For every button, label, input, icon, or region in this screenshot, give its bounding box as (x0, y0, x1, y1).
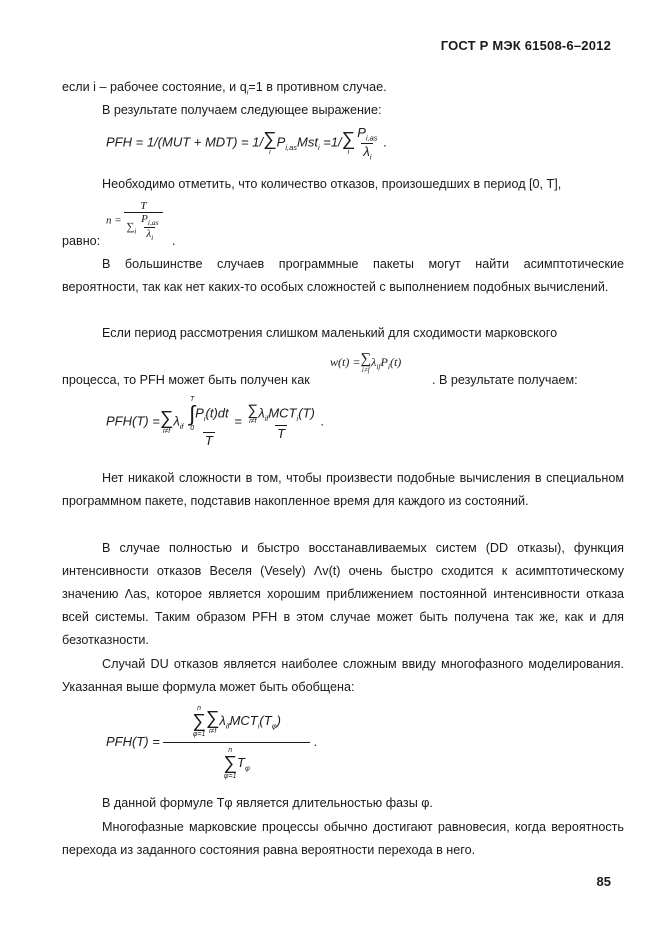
paragraph-10 (62, 816, 624, 862)
f2-lhs: n = (106, 214, 122, 227)
f1-frac-num-sub: i,as (365, 133, 378, 143)
f2-sum-sub: i (134, 226, 137, 236)
paragraph-2 (62, 99, 624, 122)
paragraph-8-text: Случай DU отказов является наиболее сложным ввиду многофазного моделирования. Указанная выше формула может быть обобщена: (62, 657, 624, 694)
formula-pfh-multiphase: PFH(T) = n ∑ φ=1 ∑ i≠f $\lambda_{if}MCT_i(T_\varphi)$ n ∑ φ=1 $T_\varphi$ . (106, 705, 318, 780)
f4-lambda-sub: if (179, 422, 184, 432)
f5-fraction (163, 705, 309, 780)
f3-sum: ∑ (360, 351, 372, 367)
f4-lambda2-sub: if (264, 414, 269, 424)
f5-sum-den: ∑ (223, 753, 237, 774)
f5-mct-sub: i (257, 721, 260, 731)
f4-sum-sub: i≠f (162, 428, 171, 435)
f1-p-sub: i,as (285, 143, 297, 153)
f3-t: (t) (389, 354, 402, 369)
paragraph-7-text: В случае полностью и быстро восстанавливаемых систем (DD отказы), функция интенсивности отказов Веселя (Vesely) Λv(t) очень быстро сходится к асимптотическому значению Λas, которое является хорошим приближением постоянной интенсивности отказа всей системы. Таким образом PFH в этом случае может быть получена так же, как и для безотказности. (62, 541, 624, 647)
paragraph-5a-text: Если период рассмотрения слишком маленький для сходимости марковского (102, 326, 558, 340)
f4-integral: ∫ (189, 401, 196, 426)
f1-fraction (355, 125, 379, 161)
f2-num: T (140, 200, 147, 212)
paragraph-4-text: В большинстве случаев программные пакеты могут найти асимптотические вероятности, так как нет каких-то особых сложностей с выполнением подобных вычислений. (62, 257, 624, 294)
f2-inner-num: P (141, 213, 148, 225)
paragraph-9-text: В данной формуле Tφ является длительностью фазы φ. (102, 796, 433, 810)
f2-inner-den-sub: i (151, 233, 154, 243)
paragraph-5b-text: процесса, то PFH может быть получен как (62, 373, 310, 387)
f5-den-t-sub: φ (244, 763, 250, 773)
f5-sum-outer: ∑ (192, 711, 206, 732)
f5-tphi-sub: φ (271, 721, 277, 731)
f4-lambda2: λ (258, 405, 265, 421)
f4-dt: (t)dt (205, 405, 229, 421)
f4-lhs: PFH(T) = (106, 413, 160, 429)
f5-den-bot: φ=1 (223, 773, 237, 780)
f4-fraction-1 (187, 396, 231, 448)
f1-left: PFH = 1/(MUT + MDT) = 1/ (106, 134, 264, 150)
f5-top-lim: n (197, 705, 202, 712)
f5-lambda-sub: if (225, 721, 230, 731)
f2-inner-num-sub: i,as (147, 218, 159, 228)
f4-t: (T) (298, 405, 315, 421)
f1-eq: =1/ (319, 134, 342, 150)
f4-sum-2: ∑ (247, 402, 259, 419)
f1-mst: Mst (297, 134, 318, 150)
f4-mct: MCT (268, 405, 297, 421)
paragraph-5c (432, 369, 632, 392)
f4-p: P (195, 405, 204, 421)
paragraph-3-cont-text: равно: (62, 234, 101, 248)
paragraph-5b (62, 369, 332, 392)
f1-frac-den-sub: i (369, 152, 372, 162)
f4-lambda: λ (173, 413, 180, 429)
f4-fraction-2 (245, 403, 316, 441)
f3-lambda: λ (371, 354, 377, 369)
paragraph-3-text: Необходимо отметить, что количество отказов, произошедших в период [0, T], (102, 177, 562, 191)
f3-p-sub: i (387, 362, 390, 372)
f1-sum-2: ∑ (341, 129, 356, 151)
f4-sum2-sub: i≠f (249, 418, 257, 425)
paragraph-8 (62, 653, 624, 699)
paragraph-5c-text: . В результате получаем: (432, 373, 578, 387)
f1-mst-sub: i (317, 143, 320, 153)
f5-tphi: (T (259, 712, 272, 728)
paragraph-7 (62, 537, 624, 652)
paragraph-5a (62, 322, 624, 345)
formula-w-t (330, 352, 401, 374)
f5-close: ) (276, 712, 281, 728)
f5-den-top: n (228, 747, 233, 754)
f5-inner-sub: i≠f (208, 727, 217, 735)
f5-mct: MCT (229, 712, 258, 728)
formula-pfh-mut-mdt: PFH = 1/(MUT + MDT) = 1/ ∑ i $P_{i,as}Mst_i =1/$ ∑ i $\frac{P_{i,as}}{\lambda_i}$ . (106, 125, 387, 162)
q-subscript: i (246, 87, 249, 97)
f4-sum-1: ∑ (159, 408, 174, 429)
f5-lambda: λ (219, 712, 226, 728)
f3-lambda-sub: if (376, 362, 381, 372)
paragraph-1-end: =1 в противном случае. (248, 80, 387, 94)
paragraph-2-text: В результате получаем следующее выражение: (102, 103, 382, 117)
f2-sum: ∑ (126, 221, 135, 234)
f1-frac-num: P (357, 125, 366, 140)
f4-p-sub: i (203, 414, 206, 424)
f4-int-bot: 0 (190, 425, 195, 432)
f5-bot-lim: φ=1 (192, 731, 206, 738)
paragraph-3 (62, 173, 624, 196)
formula-pfh-integral: PFH(T) = ∑ i≠f $\lambda_{if}$ T ∫ 0 $P_i(t)dt$ T = ∑ i≠f $\lambda_{if}MCT_i(T)$ T . (106, 396, 325, 448)
f4-mct-sub: i (296, 414, 299, 424)
f2-inner-den: λ (146, 228, 152, 241)
f3-sum-sub: i≠f (361, 366, 370, 374)
f5-lhs: PFH(T) = (106, 733, 160, 749)
paragraph-10-text: Многофазные марковские процессы обычно достигают равновесия, когда вероятность перехода из заданного состояния равна вероятности перехода в него. (62, 820, 624, 857)
paragraph-3-cont: равно: . (62, 234, 176, 248)
f5-sum-inner: ∑ (205, 707, 220, 729)
paragraph-9 (102, 792, 661, 815)
f1-frac-den: λ (363, 143, 370, 159)
paragraph-6 (62, 467, 624, 513)
f1-p: P (276, 134, 286, 150)
page-number: 85 (596, 874, 611, 889)
f1-sum-1: ∑ (263, 129, 277, 151)
f4-den-2: T (277, 426, 286, 441)
header-standard: ГОСТ Р МЭК 61508-6–2012 (440, 38, 611, 53)
f3-lhs: w(t) = (330, 354, 361, 369)
paragraph-4 (62, 253, 624, 299)
f4-den-1: T (204, 433, 213, 448)
f3-p: P (380, 354, 388, 369)
f4-eq: = (234, 413, 242, 429)
paragraph-6-text: Нет никакой сложности в том, чтобы произвести подобные вычисления в специальном программном пакете, подставив накопленное время для каждого из состояний. (62, 471, 624, 508)
f4-int-top: T (190, 396, 195, 403)
paragraph-1-text: если i – рабочее состояние, и q (62, 80, 247, 94)
f5-den-t: T (236, 754, 245, 770)
